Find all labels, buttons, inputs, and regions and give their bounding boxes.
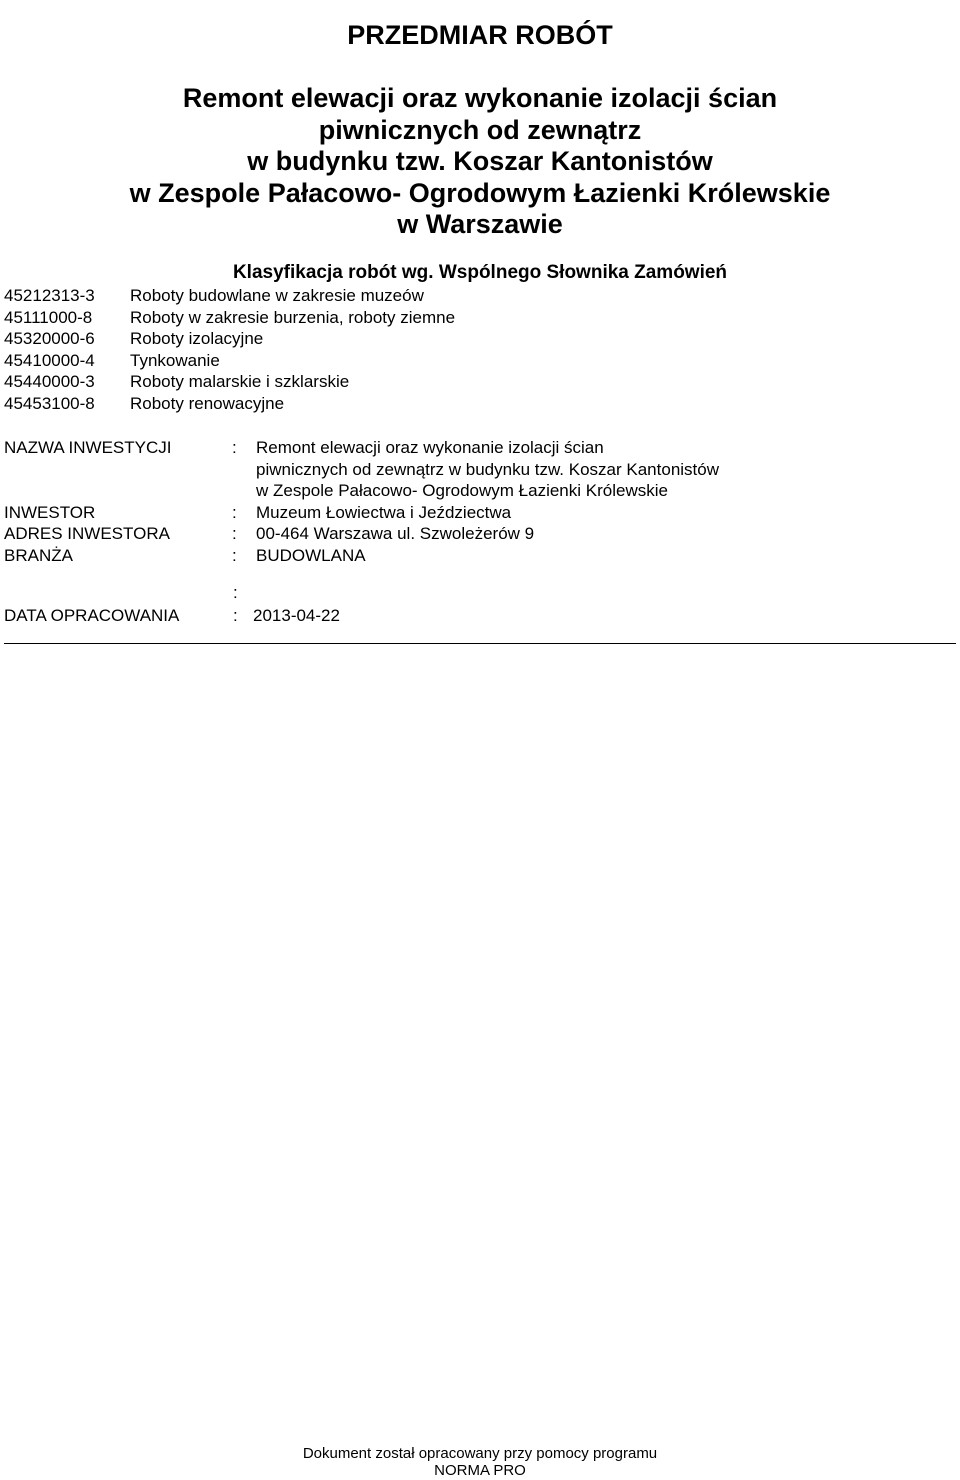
investment-name-line: Remont elewacji oraz wykonanie izolacji ścian (256, 438, 604, 457)
info-row-investor (4, 502, 954, 524)
investment-name-line: w Zespole Pałacowo- Ogrodowym Łazienki Królewskie (256, 481, 668, 501)
document-subtitle (0, 83, 960, 241)
cpv-row (4, 307, 455, 329)
cpv-code: 45212313-3 (4, 286, 95, 305)
investment-name-value (256, 437, 954, 502)
cpv-code: 45111000-8 (4, 307, 93, 327)
cpv-description: Roboty malarskie i szklarskie (130, 372, 350, 392)
footer-note (0, 1445, 960, 1479)
date-value: 2013-04-22 (253, 606, 340, 625)
investor-address-value: 00-464 Warszawa ul. Szwoleżerów 9 (256, 524, 535, 544)
date-label: DATA OPRACOWANIA (4, 606, 180, 625)
subtitle-line: w budynku tzw. Koszar Kantonistów (247, 146, 713, 176)
cpv-description: Roboty renowacyjne (130, 393, 285, 413)
investment-name-line: piwnicznych od zewnątrz w budynku tzw. Koszar Kantonistów (256, 459, 720, 479)
cpv-row (4, 393, 455, 415)
field-separator: : (232, 438, 237, 457)
field-separator: : (232, 545, 237, 565)
investor-address-label: ADRES INWESTORA (4, 524, 170, 544)
info-row-branch (4, 545, 954, 567)
subtitle-line: Remont elewacji oraz wykonanie izolacji ścian (182, 83, 778, 113)
footer-line: NORMA PRO (434, 1462, 526, 1479)
field-separator: : (232, 524, 237, 544)
cpv-code: 45320000-6 (4, 329, 95, 349)
investor-label: INWESTOR (4, 502, 96, 522)
cpv-description: Roboty budowlane w zakresie muzeów (130, 286, 424, 305)
investment-info-table (4, 437, 954, 567)
cpv-row (4, 285, 455, 307)
subtitle-line: piwnicznych od zewnątrz (318, 114, 642, 145)
investment-name-label: NAZWA INWESTYCJI (4, 438, 172, 457)
cpv-row (4, 371, 455, 393)
investor-value: Muzeum Łowiectwa i Jeździectwa (256, 502, 512, 522)
subtitle-line: w Zespole Pałacowo- Ogrodowym Łazienki Królewskie (129, 177, 831, 208)
cpv-list (4, 285, 455, 415)
document-title: PRZEDMIAR ROBÓT (347, 20, 613, 50)
field-separator: : (232, 502, 237, 522)
branch-value: BUDOWLANA (256, 545, 366, 565)
cpv-code: 45410000-4 (4, 350, 95, 370)
cpv-code: 45440000-3 (4, 372, 95, 392)
cpv-description: Roboty izolacyjne (130, 329, 264, 349)
cpv-description: Tynkowanie (130, 350, 220, 370)
horizontal-divider (4, 643, 956, 644)
cpv-row (4, 350, 455, 372)
branch-label: BRANŻA (4, 545, 73, 565)
info-row-date (4, 605, 340, 627)
footer-line: Dokument został opracowany przy pomocy programu (302, 1445, 658, 1462)
cpv-heading: Klasyfikacja robót wg. Wspólnego Słownika Zamówień (232, 262, 728, 283)
field-separator: : (233, 583, 238, 602)
cpv-row (4, 328, 455, 350)
cpv-description: Roboty w zakresie burzenia, roboty ziemne (130, 307, 456, 327)
info-row-investment-name (4, 437, 954, 502)
cpv-code: 45453100-8 (4, 393, 95, 413)
info-row-investor-address (4, 523, 954, 545)
field-separator: : (233, 606, 238, 625)
subtitle-line: w Warszawie (397, 209, 563, 239)
